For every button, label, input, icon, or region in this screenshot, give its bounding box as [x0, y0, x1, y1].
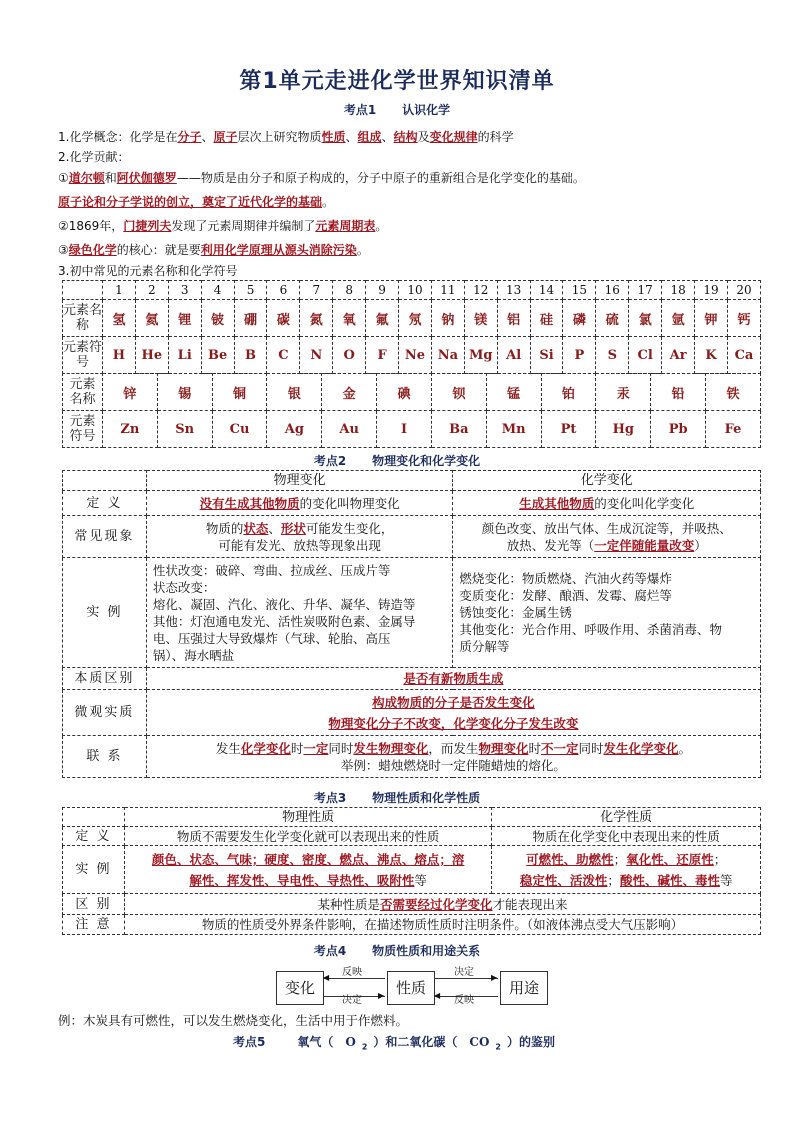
change-comparison-table — [62, 470, 761, 778]
property-diff-row: 区 别 某种性质是否需要经过化学变化才能表现出来 — [63, 894, 761, 915]
element-name-row-2: 元素名称 锌 锡 铜 银 金 碘 钡 锰 铂 汞 铅 铁 — [63, 374, 761, 411]
para-dalton: ①道尔顿和阿伏伽德罗——物质是由分子和原子构成的，分子中原子的重新组合是化学变化的基础。 — [58, 171, 585, 185]
para-mendeleev: ②1869年，门捷列夫发现了元素周期律并编制了元素周期表。 — [58, 219, 388, 233]
property-note-row: 注 意 物质的性质受外界条件影响，在描述物质性质时注明条件。（如液体沸点受大气压影响） — [63, 915, 761, 935]
change-essence-row: 本质区别 是否有新物质生成 — [63, 668, 761, 690]
element-number-row: 1 2 3 4 5 6 7 8 9 10 11 12 13 14 15 16 17 18 19 20 — [63, 281, 761, 300]
arrowhead-left-icon: ◀ — [323, 973, 330, 982]
change-phenomena-row: 常见现象 物质的状态、形状可能发生变化， 可能有发光、放热等现象出现 颜色改变、放出气体、生成沉淀等，并吸热、 放热、发光等（一定伴随能量改变） — [63, 516, 761, 558]
para-chem-concept: 1.化学概念：化学是在分子、原子层次上研究物质性质、组成、结构及变化规律的科学 — [58, 130, 514, 144]
example-charcoal: 例：木炭具有可燃性，可以发生燃烧变化，生活中用于作燃料。 — [58, 1013, 409, 1028]
property-examples-row: 实 例 颜色、状态、气味；硬度、密度、燃点、沸点、熔点；溶 解性、挥发性、导电性、导热性、吸附性等 可燃性、助燃性；氧化性、还原性； 稳定性、活泼性；酸性、碱性、毒性等 — [63, 846, 761, 894]
arrowhead-right-icon: ▶ — [378, 991, 385, 1000]
element-table — [62, 280, 761, 374]
para-elements-intro: 3.初中常见的元素名称和化学符号 — [58, 264, 238, 278]
element-name-row-1: 元素名称 氢 氦 锂 铍 硼 碳 氮 氧 氟 氖 钠 镁 铝 硅 磷 硫 氯 氩 钾 钙 — [63, 300, 761, 337]
change-examples-row: 实 例 性状改变：破碎、弯曲、拉成丝、压成片等 状态改变： 熔化、凝固、汽化、液化、升华、凝华、铸造等 其他：灯泡通电发光、活性炭吸附色素、金属导 电、压强过大导致爆炸（气球、轮胎、高压 锅）、海水晒盐 燃烧变化：物质燃烧、汽油火药等爆炸 变质变化：发酵、酿酒、发霉、腐烂等 锈蚀变化：金属生锈 其他变化：光合作用、呼吸作用、杀菌消毒、物 质分解等 — [63, 558, 761, 668]
para-chem-contribution: 2.化学贡献： — [58, 150, 130, 164]
property-def-row: 定 义 物质不需要发生化学变化就可以表现出来的性质 物质在化学变化中表现出来的性质 — [63, 827, 761, 846]
change-micro-row: 微观实质 构成物质的分子是否发生变化 物理变化分子不改变，化学变化分子发生改变 — [63, 690, 761, 736]
page-title: 第1单元走进化学世界知识清单 — [239, 69, 555, 94]
section-heading-5: 考点5 氧气（ O $_2$ ）和二氧化碳（ CO $_2$ ）的鉴别 — [232, 1035, 556, 1052]
flow-box-change: 变化 — [276, 971, 324, 1005]
section-heading-4: 考点4 物质性质和用途关系 — [313, 944, 481, 958]
element-symbol-row-1: 元素符号 H He Li Be B C N O F Ne Na Mg Al Si P S Cl Ar K Ca — [63, 337, 761, 374]
property-comparison-table — [62, 807, 761, 935]
para-atomic-theory: 原子论和分子学说的创立，奠定了近代化学的基础。 — [58, 195, 335, 209]
flow-arrow-right-2 — [434, 978, 498, 979]
arrowhead-left-icon: ◀ — [434, 991, 441, 1000]
section-heading-3: 考点3 物理性质和化学性质 — [313, 791, 481, 805]
flow-label-decide-1: 决定 — [342, 995, 362, 1006]
change-def-row: 定 义 没有生成其他物质的变化叫物理变化 生成其他物质的变化叫化学变化 — [63, 491, 761, 516]
flow-label-reflect-2: 反映 — [454, 995, 474, 1006]
change-link-row: 联 系 发生化学变化时一定同时发生物理变化，而发生物理变化时不一定同时发生化学变化。 举例：蜡烛燃烧时一定伴随蜡烛的熔化。 — [63, 736, 761, 778]
flow-arrow-left-1 — [323, 978, 385, 979]
flow-label-reflect-1: 反映 — [342, 967, 362, 978]
flow-box-property: 性质 — [387, 971, 435, 1005]
para-green-chem: ③绿色化学的核心：就是要利用化学原理从源头消除污染。 — [58, 243, 369, 257]
property-header-row: 物理性质 化学性质 — [63, 808, 761, 827]
flow-label-decide-2: 决定 — [454, 967, 474, 978]
section-heading-1: 考点1 认识化学 — [343, 103, 451, 117]
element-symbol-row-2: 元素符号 Zn Sn Cu Ag Au I Ba Mn Pt Hg Pb Fe — [63, 411, 761, 448]
element-table-2 — [62, 373, 761, 448]
arrowhead-right-icon: ▶ — [491, 973, 498, 982]
change-header-row: 物理变化 化学变化 — [63, 471, 761, 491]
flow-box-usage: 用途 — [500, 971, 548, 1005]
section-heading-2: 考点2 物理变化和化学变化 — [313, 454, 481, 468]
